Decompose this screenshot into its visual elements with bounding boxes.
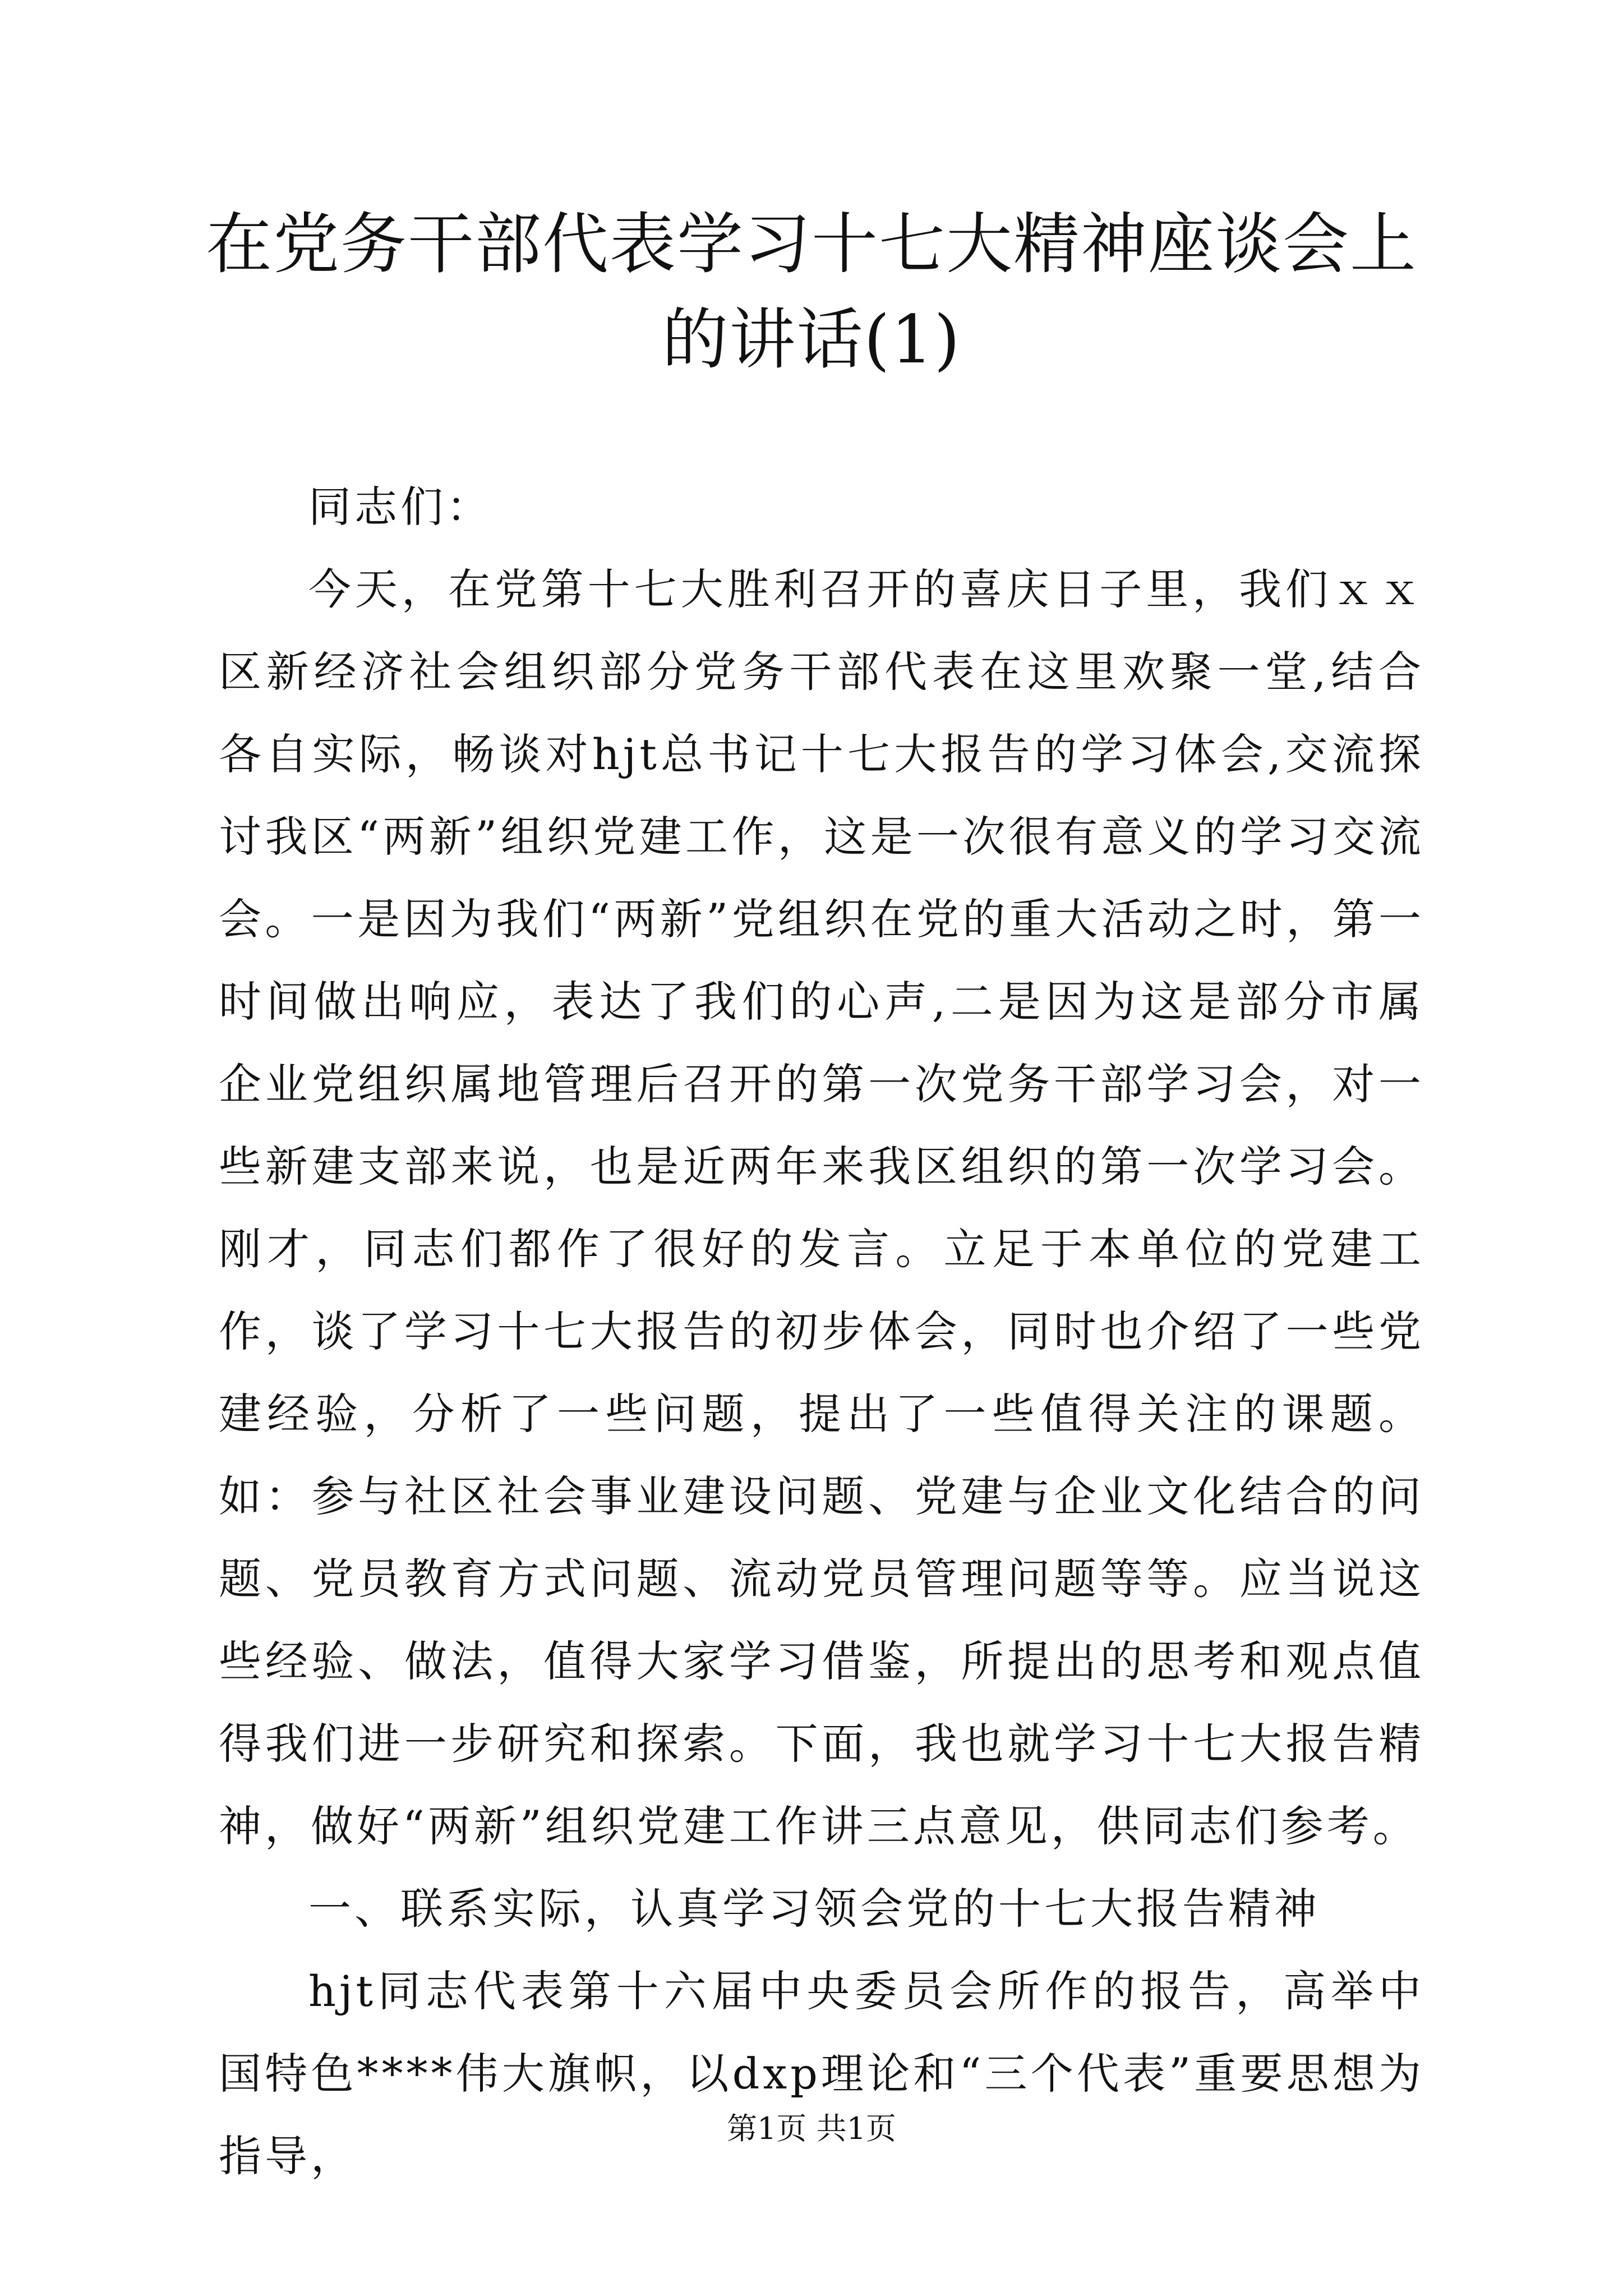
section-paragraph: hjt同志代表第十六届中央委员会所作的报告，高举中国特色****伟大旗帜，以dxp理论和“三个代表”重要思想为指导，: [219, 1966, 1424, 2181]
salutation-paragraph: 同志们：: [308, 482, 492, 532]
document-body: [219, 466, 1424, 2197]
opening-paragraph: 今天，在党第十七大胜利召开的喜庆日子里，我们ｘｘ区新经济社会组织部分党务干部代表在这里欢聚一堂,结合各自实际，畅谈对hjt总书记十七大报告的学习体会,交流探讨我区“两新”组织党建工作，这是一次很有意义的学习交流会。一是因为我们“两新”党组织在党的重大活动之时，第一时间做出响应，表达了我们的心声,二是因为这是部分市属企业党组织属地管理后召开的第一次党务干部学习会，对一些新建支部来说，也是近两年来我区组织的第一次学习会。刚才，同志们都作了很好的发言。立足于本单位的党建工作，谈了学习十七大报告的初步体会，同时也介绍了一些党建经验，分析了一些问题，提出了一些值得关注的课题。如：参与社区社会事业建设问题、党建与企业文化结合的问题、党员教育方式问题、流动党员管理问题等等。应当说这些经验、做法，值得大家学习借鉴，所提出的思考和观点值得我们进一步研究和探索。下面，我也就学习十七大报告精神，做好“两新”组织党建工作讲三点意见，供同志们参考。: [219, 564, 1424, 1851]
section-heading: 一、联系实际，认真学习领会党的十七大报告精神: [308, 1884, 1320, 1934]
page-footer: 第1页 共1页: [727, 2111, 896, 2146]
document-title: 在党务干部代表学习十七大精神座谈会上的讲话(1): [205, 205, 1417, 378]
